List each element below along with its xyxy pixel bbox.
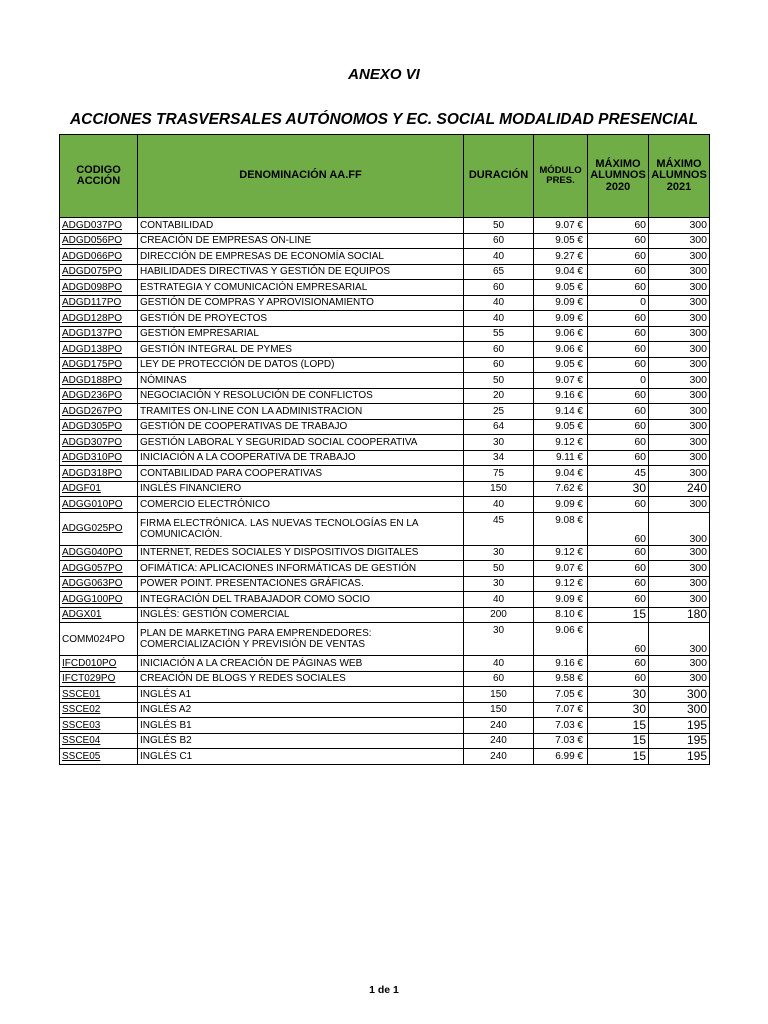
duration-cell: 240 — [464, 733, 534, 749]
max-students-2020-cell: 15 — [588, 607, 649, 623]
action-code-link[interactable]: ADGD305PO — [60, 419, 138, 435]
table-row — [60, 233, 710, 249]
action-code-link[interactable]: ADGD188PO — [60, 373, 138, 389]
max-students-2021-cell: 195 — [649, 718, 710, 734]
action-code-link[interactable]: ADGG057PO — [60, 561, 138, 577]
module-price-cell: 9.09 € — [534, 592, 588, 608]
table-row — [60, 497, 710, 513]
max-students-2020-cell: 30 — [588, 687, 649, 703]
max-students-2021-cell: 300 — [649, 264, 710, 280]
action-code-link[interactable]: ADGD056PO — [60, 233, 138, 249]
duration-cell: 60 — [464, 280, 534, 296]
duration-cell: 50 — [464, 218, 534, 234]
duration-cell: 45 — [464, 512, 534, 545]
max-students-2021-cell: 300 — [649, 280, 710, 296]
max-students-2021-cell: 300 — [649, 671, 710, 687]
max-students-2021-cell: 300 — [649, 592, 710, 608]
action-name: CREACIÓN DE EMPRESAS ON-LINE — [138, 233, 464, 249]
max-students-2020-cell: 15 — [588, 733, 649, 749]
duration-cell: 240 — [464, 749, 534, 765]
action-name: FIRMA ELECTRÓNICA. LAS NUEVAS TECNOLOGÍAS EN LA COMUNICACIÓN. — [138, 512, 464, 545]
table-row — [60, 718, 710, 734]
action-code-link[interactable]: ADGD267PO — [60, 404, 138, 420]
max-students-2021-cell: 300 — [649, 450, 710, 466]
max-students-2021-cell: 195 — [649, 749, 710, 765]
action-code-link[interactable]: ADGD138PO — [60, 342, 138, 358]
table-row — [60, 264, 710, 280]
max-students-2021-cell: 195 — [649, 733, 710, 749]
action-name: ESTRATEGIA Y COMUNICACIÓN EMPRESARIAL — [138, 280, 464, 296]
module-price-cell: 9.05 € — [534, 419, 588, 435]
max-students-2021-cell: 300 — [649, 404, 710, 420]
module-price-cell: 7.07 € — [534, 702, 588, 718]
training-actions-table — [59, 134, 710, 765]
max-students-2021-cell: 300 — [649, 656, 710, 672]
max-students-2020-cell: 60 — [588, 497, 649, 513]
max-students-2020-cell: 30 — [588, 481, 649, 497]
max-students-2020-cell: 60 — [588, 249, 649, 265]
module-price-cell: 9.07 € — [534, 561, 588, 577]
max-students-2021-cell: 300 — [649, 311, 710, 327]
annex-title: ANEXO VI — [348, 66, 420, 83]
max-students-2020-cell: 60 — [588, 218, 649, 234]
action-name: TRAMITES ON-LINE CON LA ADMINISTRACION — [138, 404, 464, 420]
action-name: CREACIÓN DE BLOGS Y REDES SOCIALES — [138, 671, 464, 687]
table-row — [60, 435, 710, 451]
max-students-2021-cell: 300 — [649, 342, 710, 358]
max-students-2020-cell: 45 — [588, 466, 649, 482]
module-price-cell: 9.09 € — [534, 311, 588, 327]
action-code-link[interactable]: ADGG040PO — [60, 545, 138, 561]
action-code-link[interactable]: SSCE01 — [60, 687, 138, 703]
action-name: INGLÉS: GESTIÓN COMERCIAL — [138, 607, 464, 623]
max-students-2021-cell: 300 — [649, 218, 710, 234]
module-price-cell: 9.14 € — [534, 404, 588, 420]
module-price-cell: 9.58 € — [534, 671, 588, 687]
table-row — [60, 295, 710, 311]
max-students-2021-cell: 300 — [649, 373, 710, 389]
action-name: GESTIÓN DE COMPRAS Y APROVISIONAMIENTO — [138, 295, 464, 311]
module-price-cell: 9.06 € — [534, 623, 588, 656]
action-code-link[interactable]: ADGD037PO — [60, 218, 138, 234]
duration-cell: 150 — [464, 702, 534, 718]
action-name: OFIMÁTICA: APLICACIONES INFORMÁTICAS DE GESTIÓN — [138, 561, 464, 577]
document-title: ACCIONES TRASVERSALES AUTÓNOMOS Y EC. SOCIAL MODALIDAD PRESENCIAL — [69, 111, 699, 128]
max-students-2021-cell: 300 — [649, 512, 710, 545]
table-row — [60, 749, 710, 765]
action-code-link[interactable]: IFCT029PO — [60, 671, 138, 687]
action-name: INTEGRACIÓN DEL TRABAJADOR COMO SOCIO — [138, 592, 464, 608]
table-row — [60, 576, 710, 592]
module-price-cell: 9.11 € — [534, 450, 588, 466]
table-row — [60, 450, 710, 466]
max-students-2021-cell: 300 — [649, 233, 710, 249]
column-header-module: MÓDULO PRES. — [534, 135, 588, 218]
duration-cell: 30 — [464, 435, 534, 451]
duration-cell: 150 — [464, 687, 534, 703]
module-price-cell: 9.09 € — [534, 295, 588, 311]
max-students-2020-cell: 60 — [588, 592, 649, 608]
duration-cell: 34 — [464, 450, 534, 466]
action-name: INTERNET, REDES SOCIALES Y DISPOSITIVOS DIGITALES — [138, 545, 464, 561]
action-code-link[interactable]: ADGG025PO — [60, 512, 138, 545]
table-row — [60, 671, 710, 687]
duration-cell: 30 — [464, 545, 534, 561]
table-row — [60, 466, 710, 482]
table-row — [60, 326, 710, 342]
table-row — [60, 218, 710, 234]
duration-cell: 240 — [464, 718, 534, 734]
max-students-2021-cell: 300 — [649, 388, 710, 404]
max-students-2020-cell: 30 — [588, 702, 649, 718]
module-price-cell: 9.12 € — [534, 576, 588, 592]
column-header-name: DENOMINACIÓN AA.FF — [138, 135, 464, 218]
table-row — [60, 592, 710, 608]
action-code-link[interactable]: ADGG010PO — [60, 497, 138, 513]
duration-cell: 20 — [464, 388, 534, 404]
module-price-cell: 9.08 € — [534, 512, 588, 545]
action-code-link[interactable]: ADGD310PO — [60, 450, 138, 466]
table-row — [60, 702, 710, 718]
module-price-cell: 9.04 € — [534, 466, 588, 482]
table-row — [60, 545, 710, 561]
module-price-cell: 9.05 € — [534, 233, 588, 249]
max-students-2020-cell: 0 — [588, 373, 649, 389]
module-price-cell: 7.05 € — [534, 687, 588, 703]
table-row — [60, 342, 710, 358]
table-row — [60, 481, 710, 497]
table-row — [60, 280, 710, 296]
action-name: GESTIÓN DE PROYECTOS — [138, 311, 464, 327]
action-name: INGLÉS C1 — [138, 749, 464, 765]
action-name: LEY DE PROTECCIÓN DE DATOS (LOPD) — [138, 357, 464, 373]
module-price-cell: 9.05 € — [534, 357, 588, 373]
max-students-2020-cell: 15 — [588, 718, 649, 734]
module-price-cell: 7.62 € — [534, 481, 588, 497]
action-code-link[interactable]: ADGD128PO — [60, 311, 138, 327]
max-students-2020-cell: 60 — [588, 671, 649, 687]
action-name: NEGOCIACIÓN Y RESOLUCIÓN DE CONFLICTOS — [138, 388, 464, 404]
max-students-2021-cell: 300 — [649, 623, 710, 656]
max-students-2020-cell: 60 — [588, 280, 649, 296]
module-price-cell: 9.04 € — [534, 264, 588, 280]
max-students-2021-cell: 300 — [649, 357, 710, 373]
action-name: INGLÉS A1 — [138, 687, 464, 703]
duration-cell: 64 — [464, 419, 534, 435]
action-name: INGLÉS FINANCIERO — [138, 481, 464, 497]
max-students-2021-cell: 300 — [649, 326, 710, 342]
column-header-code: CODIGO ACCIÓN — [60, 135, 138, 218]
max-students-2021-cell: 180 — [649, 607, 710, 623]
duration-cell: 65 — [464, 264, 534, 280]
page-number: 1 de 1 — [369, 984, 399, 996]
table-row — [60, 419, 710, 435]
action-name: GESTIÓN LABORAL Y SEGURIDAD SOCIAL COOPERATIVA — [138, 435, 464, 451]
module-price-cell: 9.12 € — [534, 545, 588, 561]
table-row — [60, 357, 710, 373]
max-students-2020-cell: 60 — [588, 576, 649, 592]
action-code-link[interactable]: ADGD117PO — [60, 295, 138, 311]
table-row — [60, 249, 710, 265]
max-students-2021-cell: 300 — [649, 466, 710, 482]
duration-cell: 25 — [464, 404, 534, 420]
max-students-2020-cell: 60 — [588, 545, 649, 561]
duration-cell: 30 — [464, 576, 534, 592]
action-code-link[interactable]: ADGD098PO — [60, 280, 138, 296]
max-students-2020-cell: 60 — [588, 326, 649, 342]
max-students-2020-cell: 60 — [588, 388, 649, 404]
table-row — [60, 404, 710, 420]
module-price-cell: 9.06 € — [534, 342, 588, 358]
module-price-cell: 9.05 € — [534, 280, 588, 296]
duration-cell: 60 — [464, 671, 534, 687]
action-name: INICIACIÓN A LA COOPERATIVA DE TRABAJO — [138, 450, 464, 466]
action-name: POWER POINT. PRESENTACIONES GRÁFICAS. — [138, 576, 464, 592]
module-price-cell: 7.03 € — [534, 733, 588, 749]
duration-cell: 40 — [464, 497, 534, 513]
max-students-2021-cell: 300 — [649, 249, 710, 265]
module-price-cell: 9.07 € — [534, 218, 588, 234]
max-students-2020-cell: 60 — [588, 561, 649, 577]
max-students-2021-cell: 300 — [649, 561, 710, 577]
module-price-cell: 6.99 € — [534, 749, 588, 765]
max-students-2021-cell: 300 — [649, 687, 710, 703]
action-code-link[interactable]: ADGG100PO — [60, 592, 138, 608]
max-students-2021-cell: 300 — [649, 435, 710, 451]
action-name: NÓMINAS — [138, 373, 464, 389]
table-row — [60, 388, 710, 404]
max-students-2020-cell: 60 — [588, 419, 649, 435]
duration-cell: 40 — [464, 295, 534, 311]
action-code-link[interactable]: ADGG063PO — [60, 576, 138, 592]
action-code-link[interactable]: IFCD010PO — [60, 656, 138, 672]
table-row — [60, 687, 710, 703]
duration-cell: 40 — [464, 592, 534, 608]
table-row — [60, 373, 710, 389]
max-students-2020-cell: 60 — [588, 404, 649, 420]
action-name: COMERCIO ELECTRÓNICO — [138, 497, 464, 513]
module-price-cell: 8.10 € — [534, 607, 588, 623]
action-code-link[interactable]: SSCE03 — [60, 718, 138, 734]
action-code-link[interactable]: SSCE05 — [60, 749, 138, 765]
duration-cell: 50 — [464, 373, 534, 389]
module-price-cell: 9.06 € — [534, 326, 588, 342]
max-students-2020-cell: 0 — [588, 295, 649, 311]
table-row — [60, 607, 710, 623]
duration-cell: 75 — [464, 466, 534, 482]
max-students-2021-cell: 300 — [649, 545, 710, 561]
max-students-2020-cell: 60 — [588, 233, 649, 249]
action-code-link[interactable]: ADGX01 — [60, 607, 138, 623]
module-price-cell: 9.16 € — [534, 656, 588, 672]
action-code-link[interactable]: ADGD318PO — [60, 466, 138, 482]
duration-cell: 200 — [464, 607, 534, 623]
action-code-link[interactable]: SSCE02 — [60, 702, 138, 718]
column-header-max-2021: MÁXIMO ALUMNOS 2021 — [649, 135, 710, 218]
action-name: GESTIÓN EMPRESARIAL — [138, 326, 464, 342]
max-students-2021-cell: 300 — [649, 419, 710, 435]
max-students-2021-cell: 300 — [649, 576, 710, 592]
table-row — [60, 623, 710, 656]
table-row — [60, 656, 710, 672]
action-code-link[interactable]: ADGF01 — [60, 481, 138, 497]
column-header-max-2020: MÁXIMO ALUMNOS 2020 — [588, 135, 649, 218]
max-students-2020-cell: 60 — [588, 311, 649, 327]
action-name: GESTIÓN DE COOPERATIVAS DE TRABAJO — [138, 419, 464, 435]
action-name: CONTABILIDAD — [138, 218, 464, 234]
max-students-2020-cell: 60 — [588, 623, 649, 656]
max-students-2021-cell: 300 — [649, 702, 710, 718]
action-name: INGLÉS B2 — [138, 733, 464, 749]
duration-cell: 55 — [464, 326, 534, 342]
max-students-2020-cell: 60 — [588, 357, 649, 373]
action-code-link[interactable]: ADGD137PO — [60, 326, 138, 342]
action-name: HABILIDADES DIRECTIVAS Y GESTIÓN DE EQUIPOS — [138, 264, 464, 280]
duration-cell: 40 — [464, 249, 534, 265]
max-students-2020-cell: 15 — [588, 749, 649, 765]
duration-cell: 60 — [464, 357, 534, 373]
duration-cell: 60 — [464, 342, 534, 358]
max-students-2020-cell: 60 — [588, 656, 649, 672]
max-students-2020-cell: 60 — [588, 435, 649, 451]
table-header-row — [60, 135, 710, 218]
table-row — [60, 512, 710, 545]
max-students-2020-cell: 60 — [588, 342, 649, 358]
max-students-2020-cell: 60 — [588, 264, 649, 280]
table-row — [60, 733, 710, 749]
module-price-cell: 9.07 € — [534, 373, 588, 389]
max-students-2021-cell: 300 — [649, 497, 710, 513]
max-students-2020-cell: 60 — [588, 450, 649, 466]
table-row — [60, 561, 710, 577]
action-code-link[interactable]: ADGD075PO — [60, 264, 138, 280]
action-name: CONTABILIDAD PARA COOPERATIVAS — [138, 466, 464, 482]
action-code-link[interactable]: ADGD236PO — [60, 388, 138, 404]
action-name: DIRECCIÓN DE EMPRESAS DE ECONOMÍA SOCIAL — [138, 249, 464, 265]
action-code-link[interactable]: ADGD175PO — [60, 357, 138, 373]
table-row — [60, 311, 710, 327]
duration-cell: 40 — [464, 656, 534, 672]
duration-cell: 60 — [464, 233, 534, 249]
column-header-duration: DURACIÓN — [464, 135, 534, 218]
duration-cell: 30 — [464, 623, 534, 656]
action-name: INGLÉS B1 — [138, 718, 464, 734]
duration-cell: 50 — [464, 561, 534, 577]
action-name: GESTIÓN INTEGRAL DE PYMES — [138, 342, 464, 358]
duration-cell: 40 — [464, 311, 534, 327]
action-code-link[interactable]: ADGD307PO — [60, 435, 138, 451]
action-code-link[interactable]: COMM024PO — [60, 623, 138, 656]
module-price-cell: 9.27 € — [534, 249, 588, 265]
duration-cell: 150 — [464, 481, 534, 497]
max-students-2021-cell: 240 — [649, 481, 710, 497]
max-students-2020-cell: 60 — [588, 512, 649, 545]
module-price-cell: 7.03 € — [534, 718, 588, 734]
module-price-cell: 9.12 € — [534, 435, 588, 451]
max-students-2021-cell: 300 — [649, 295, 710, 311]
action-code-link[interactable]: ADGD066PO — [60, 249, 138, 265]
action-name: INGLÉS A2 — [138, 702, 464, 718]
module-price-cell: 9.09 € — [534, 497, 588, 513]
module-price-cell: 9.16 € — [534, 388, 588, 404]
action-name: INICIACIÓN A LA CREACIÓN DE PÁGINAS WEB — [138, 656, 464, 672]
action-code-link[interactable]: SSCE04 — [60, 733, 138, 749]
action-name: PLAN DE MARKETING PARA EMPRENDEDORES: COMERCIALIZACIÓN Y PREVISIÓN DE VENTAS — [138, 623, 464, 656]
